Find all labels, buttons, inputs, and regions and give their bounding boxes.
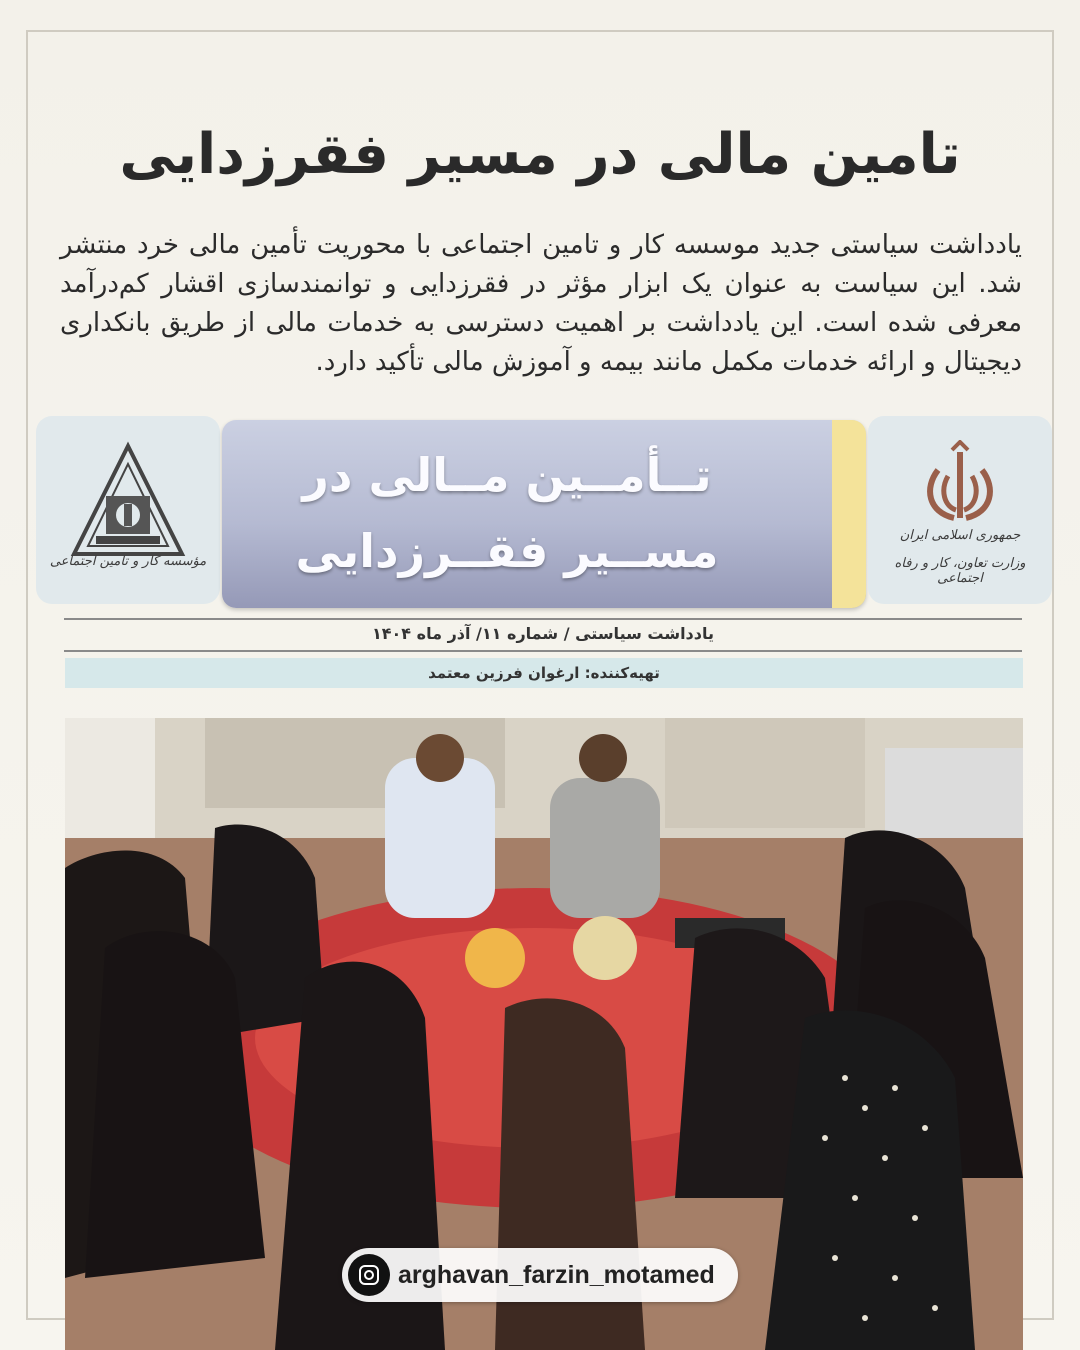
report-banner: [36, 416, 1052, 608]
banner-title-panel: [222, 420, 866, 608]
instagram-handle-badge[interactable]: [342, 1248, 738, 1302]
ministry-logo-line2: وزارت تعاون، کار و رفاه اجتماعی: [894, 556, 1026, 586]
banner-title-line2: مســیر فقــرزدایی: [295, 524, 719, 578]
meta-divider-top: [64, 618, 1022, 620]
ministry-logo-line1: جمهوری اسلامی ایران: [899, 528, 1021, 543]
author-band: تهیه‌کننده: ارغوان فرزین معتمد: [65, 658, 1023, 688]
institute-logo: [36, 416, 220, 604]
instagram-icon: [348, 1254, 390, 1296]
banner-accent-strip: [832, 420, 866, 608]
page-title: تامین مالی در مسیر فقرزدایی: [119, 122, 961, 187]
meta-divider-bottom: [64, 650, 1022, 652]
banner-title-line1: تــأمــین مــالی در: [302, 448, 712, 502]
ministry-logo: [868, 416, 1052, 604]
instagram-handle-text: arghavan_farzin_motamed: [398, 1261, 715, 1289]
series-line: یادداشت سیاستی / شماره ۱۱/ آذر ماه ۱۴۰۴: [372, 624, 714, 643]
iran-emblem-icon: [868, 440, 1052, 530]
body-paragraph: یادداشت سیاستی جدید موسسه کار و تامین اجتماعی با محوریت تأمین مالی خرد منتشر شد. این سیاست به عنوان یک ابزار مؤثر در فقرزدایی و توانمندسازی اقشار کم‌درآمد معرفی شده است. این یادداشت بر اهمیت دسترسی به خدمات مالی از طریق بانکداری دیجیتال و ارائه خدمات مکمل مانند بیمه و آموزش مالی تأکید دارد.: [60, 230, 1022, 377]
institute-logo-text: مؤسسه کار و تامین اجتماعی: [49, 554, 207, 569]
